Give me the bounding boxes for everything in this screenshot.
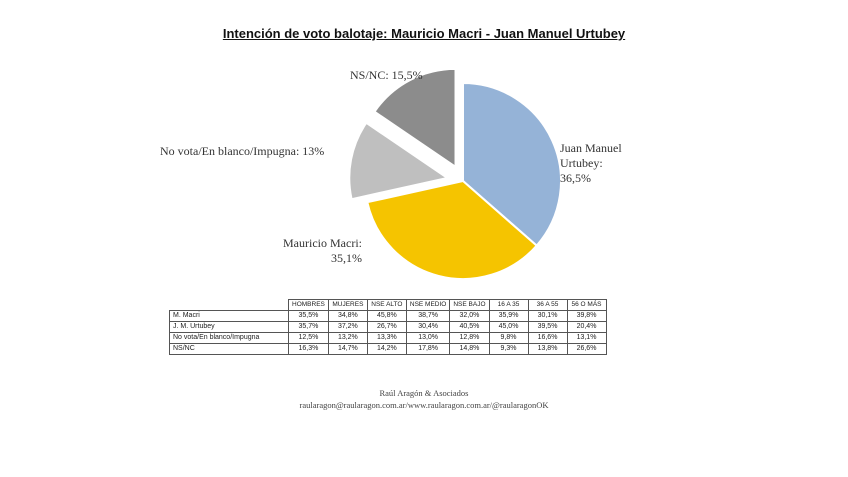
table-cell: 14,2%	[367, 344, 406, 355]
footer-contact: raularagon@raularagon.com.ar/www.raularagon.com.ar/@raularagonOK	[299, 400, 549, 410]
table-cell: 39,8%	[567, 311, 606, 322]
table-cell: 13,2%	[328, 333, 367, 344]
table-cell: 20,4%	[567, 322, 606, 333]
table-row	[170, 322, 607, 333]
table-cell: 9,3%	[489, 344, 528, 355]
table-cell: 12,8%	[450, 333, 489, 344]
table-cell: 13,8%	[528, 344, 567, 355]
table-cell: 13,1%	[567, 333, 606, 344]
table-cell: 9,8%	[489, 333, 528, 344]
table-cell: 14,7%	[328, 344, 367, 355]
table-row	[170, 311, 607, 322]
table-cell: 30,4%	[406, 322, 449, 333]
table-cell: 12,5%	[289, 333, 329, 344]
col-header: NSE ALTO	[367, 300, 406, 311]
col-header: HOMBRES	[289, 300, 329, 311]
col-header: MUJERES	[328, 300, 367, 311]
label-urtubey-line2: Urtubey:	[560, 156, 603, 170]
table-row	[170, 333, 607, 344]
table-cell: 37,2%	[328, 322, 367, 333]
row-label: No vota/En blanco/Impugna	[170, 333, 289, 344]
table-cell: 40,5%	[450, 322, 489, 333]
col-header: NSE BAJO	[450, 300, 489, 311]
table-cell: 45,0%	[489, 322, 528, 333]
crosstab-table	[169, 299, 607, 355]
row-label: M. Macri	[170, 311, 289, 322]
table-cell: 35,7%	[289, 322, 329, 333]
table-cell: 35,5%	[289, 311, 329, 322]
label-nsnc: NS/NC: 15,5%	[350, 68, 423, 82]
label-novota: No vota/En blanco/Impugna: 13%	[160, 144, 325, 158]
col-header: 16 A 35	[489, 300, 528, 311]
table-cell: 16,3%	[289, 344, 329, 355]
table-cell: 32,0%	[450, 311, 489, 322]
table-cell: 26,6%	[567, 344, 606, 355]
table-cell: 38,7%	[406, 311, 449, 322]
label-urtubey-line1: Juan Manuel	[560, 141, 622, 155]
table-cell: 35,9%	[489, 311, 528, 322]
label-urtubey-value: 36,5%	[560, 171, 591, 185]
chart-title: Intención de voto balotaje: Mauricio Macri - Juan Manuel Urtubey	[222, 26, 626, 41]
table-cell: 45,8%	[367, 311, 406, 322]
table-header-row	[170, 300, 607, 311]
label-urtubey	[560, 141, 622, 186]
footer-credit: Raúl Aragón & Asociados	[379, 388, 469, 398]
table-cell: 14,8%	[450, 344, 489, 355]
table-cell: 17,8%	[406, 344, 449, 355]
col-header: 36 A 55	[528, 300, 567, 311]
label-macri	[276, 236, 362, 266]
table-cell: 39,5%	[528, 322, 567, 333]
col-header: 56 O MÁS	[567, 300, 606, 311]
table-cell: 13,3%	[367, 333, 406, 344]
table-cell: 13,0%	[406, 333, 449, 344]
label-macri-value: 35,1%	[331, 251, 362, 265]
row-label: J. M. Urtubey	[170, 322, 289, 333]
table-cell: 30,1%	[528, 311, 567, 322]
table-cell: 34,8%	[328, 311, 367, 322]
table-row	[170, 344, 607, 355]
label-macri-line1: Mauricio Macri:	[283, 236, 362, 250]
col-header: NSE MEDIO	[406, 300, 449, 311]
table-corner	[170, 300, 289, 311]
table-cell: 26,7%	[367, 322, 406, 333]
table-cell: 16,6%	[528, 333, 567, 344]
row-label: NS/NC	[170, 344, 289, 355]
